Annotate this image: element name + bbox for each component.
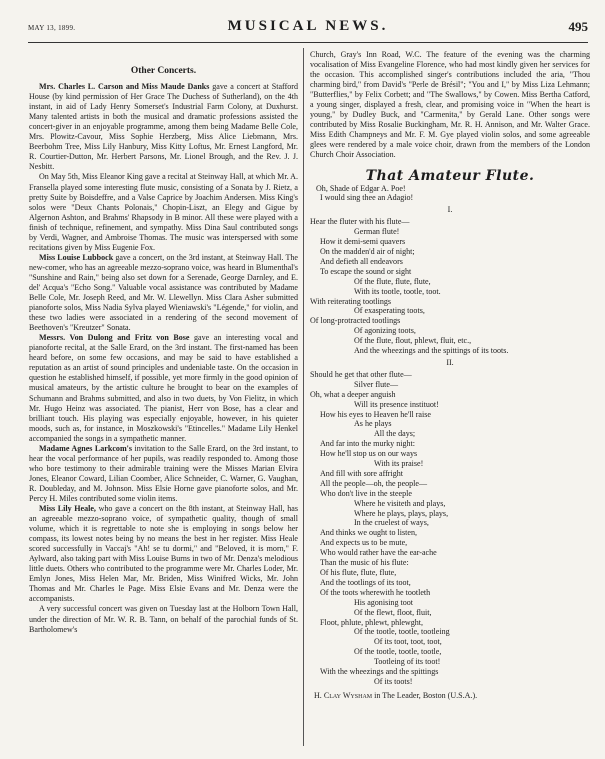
column-divider	[303, 48, 304, 746]
poem-line: To escape the sound or sight	[320, 266, 412, 276]
journal-title: MUSICAL NEWS.	[227, 18, 389, 34]
right-column	[310, 50, 590, 701]
concert-paragraph	[29, 504, 298, 604]
poem-line: With its praise!	[374, 459, 424, 469]
poem-line: And expects us to be mute,	[320, 538, 408, 548]
poem-line: And the wheezings and the spittings of its toots.	[354, 346, 509, 356]
poem	[310, 184, 590, 701]
signature-name: H. Clay Wysham	[314, 690, 373, 700]
poem-line: And defieth all endeavors	[320, 256, 403, 266]
section-title: Other Concerts.	[130, 66, 197, 76]
poem-line: Of the flute, flout, phlewt, fluit, etc.,	[354, 336, 472, 346]
poem-line: Silver flute—	[354, 379, 399, 389]
poem-line: Of exasperating toots,	[354, 306, 425, 316]
paragraph-text: invitation to the Salle Erard, on the 3rd instant, to hear the vocal performance of her pupils, was readily responded to. Among those who bore testimony to their admirable training were the Misses Marian Elvira Jones, Eleanor Coward, Lilian Coomber, Alice Schneider, C. Warner, G. Vaughan, R. Doubleday, and M. Johnson. Miss Elsie Horne gave pianoforte solos, and Mr. Percy H. Miles contributed some violin items.	[29, 443, 298, 503]
poem-line: All the days;	[374, 429, 416, 439]
poem-line: And fill with sore affright	[320, 468, 403, 478]
paragraph-lead: Messrs. Von Dulong and Fritz von Bose	[39, 333, 190, 343]
poem-line: Of the tootle, tootle, tootle,	[354, 647, 442, 657]
poem-line: As he plays	[354, 419, 392, 429]
poem-title: That Amateur Flute.	[365, 167, 535, 184]
dedication-line: Oh, Shade of Edgar A. Poe!	[316, 183, 406, 193]
poem-line: Than the music of his flute:	[320, 558, 409, 568]
concert-paragraph	[29, 172, 298, 252]
paragraph-lead: Mrs. Charles L. Carson and Miss Maude Danks	[39, 82, 210, 92]
stanza-numeral: I.	[447, 205, 453, 215]
poem-line: And far into the murky night:	[320, 439, 415, 449]
poem-line: Of the tootle, tootle, tootleing	[354, 627, 450, 637]
poem-line: Floot, phlute, phlewt, phlewght,	[320, 617, 424, 627]
issue-date: MAY 13, 1899.	[28, 24, 76, 32]
poem-line: And thinks we ought to listen,	[320, 528, 418, 538]
concert-paragraph	[29, 444, 298, 504]
poem-line: Of his flute, flute, flute,	[320, 568, 397, 577]
paragraph-lead: Madame Agnes Larkcom's	[39, 443, 133, 453]
concert-paragraph	[29, 253, 298, 333]
page-header	[28, 18, 588, 38]
poem-line: And the tootlings of its toot,	[320, 577, 411, 587]
poem-line: Of the flewt, floot, fluit,	[354, 607, 432, 617]
poem-line: All the people—oh, the people—	[320, 478, 428, 488]
poem-line: On the madden'd air of night;	[320, 247, 415, 256]
concert-paragraph	[29, 333, 298, 444]
poem-line: Of the toots wherewith he tootleth	[320, 587, 431, 597]
concert-paragraph	[29, 82, 298, 172]
poem-line: How his eyes to Heaven he'll raise	[320, 409, 431, 419]
paragraph-lead: Miss Louise Lubbock	[39, 252, 114, 262]
paragraph-text: A very successful concert was given on Tuesday last at the Holborn Town Hall, under the direction of Mr. W. R. B. Tann, on behalf of the parochial funds of St. Bartholomew's	[29, 604, 298, 634]
poem-line: Of agonizing toots,	[354, 326, 416, 336]
poem-line: In the cruelest of ways,	[354, 518, 429, 528]
header-rule	[28, 42, 588, 43]
poem-line: Who don't live in the steeple	[320, 488, 412, 498]
poem-line: Tootleing of its toot!	[374, 657, 441, 667]
poem-line: Where he plays, plays, plays,	[354, 508, 449, 518]
poem-line: With the wheezings and the spittings	[320, 667, 439, 677]
poem-line: Of its toot, toot, toot,	[374, 637, 442, 647]
poem-line: His agonising toot	[354, 597, 414, 607]
paragraph-text: On May 5th, Miss Eleanor King gave a recital at Steinway Hall, at which Mr. A. Fransella played some interesting flute music, consisting of a Sonata by J. Rietz, a pretty Suite by Boisdeffre, and a Valse Caprice by Joachim Andersen. Miss King's solos were "Deux Chants Polonais," Chopin-Liszt, an Elegy and Gigue by Algernon Ashton, and Brahms' Rhapsody in B minor. All these were played with a finish of technique, refinement, and sympathy. Miss Dina Saul contributed songs by Verdi, Wagner, and Ambroise Thomas. The music was interspersed with some recitations given by Miss Eugenie Fox.	[29, 172, 298, 252]
poem-line: Hear the fluter with his flute—	[310, 217, 410, 227]
stanza-one	[310, 217, 590, 356]
poem-line: Who would rather have the ear-ache	[320, 548, 437, 558]
concert-paragraph	[29, 604, 298, 634]
paragraph-lead: Miss Lily Heale,	[39, 504, 96, 514]
poem-line: Of its toots!	[374, 676, 413, 686]
poem-line: With its tootle, tootle, toot.	[354, 286, 441, 296]
stanza-two	[310, 370, 590, 687]
poem-line: Oh, what a deeper anguish	[310, 389, 396, 399]
left-column	[29, 50, 298, 635]
poem-line: German flute!	[354, 227, 400, 237]
poem-line: How he'll stop us on our ways	[320, 449, 418, 459]
poem-signature	[310, 691, 590, 701]
poem-line: Where he visiteth and plays,	[354, 498, 446, 508]
poem-line: With reiterating tootlings	[310, 296, 392, 306]
page-number: 495	[568, 19, 588, 34]
stanza-numeral: II.	[446, 357, 454, 367]
paragraph-text: gave a concert at Stafford House (by kind permission of Her Grace The Duchess of Sutherland), on the 4th instant, in aid of Lady Henry Somerset's Industrial Farm Colony, at Duxhurst. Many talented artists in both the musical and dramatic professions assisted the concert-giver in an enjoyable programme, among them being Madame Belle Cole, Mrs. Plowitz-Cavour, Miss Sophie Herzberg, Miss Alice Liebmann, Mrs. Beerbohm Tree, Miss Lily Hanbury, Miss Kitty Loftus, Mr. Ernest Langford, Mr. R. Courtier-Dutton, Mr. Herbert Parsons, Mr. Lionel Brough, and the Rev. J. J. Nesbitt.	[29, 82, 298, 172]
poem-dedication	[310, 184, 590, 204]
poem-line: Should he get that other flute—	[310, 369, 412, 379]
paragraph-text: gave an interesting vocal and pianoforte recital, at the Salle Erard, on the 3rd instant. The first-named has been heard before, on some few occasions, and may be said to have established a reputation as an artist of sound principles and undeniable taste. On the occasion in question he established himself, if possible, yet more firmly in the good opinion of musical amateurs, by the artistic culture he brought to bear on the examples of Schumann and Brahms submitted, and also in two duets, by Von Fielitz, in which Mr. Hugo Heinz was associated. The pianist, Herr von Bose, has a clear and brilliant touch. His playing was especially enjoyable, however, in his quieter moods, such as, for instance, in Moszkowski's "Etincelles." Madame Lily Henkel accompanied the songs in a sympathetic manner.	[29, 333, 299, 443]
signature-source: in The Leader, Boston (U.S.A.).	[372, 690, 478, 700]
dedication-line: I would sing thee an Adagio!	[320, 193, 414, 203]
poem-line: Of long-protracted tootlings	[310, 316, 401, 326]
continued-paragraph: Church, Gray's Inn Road, W.C. The feature of the evening was the charming vocalisation of Miss Evangeline Florence, who had most kindly given her services for the occasion. This accomplished singer's contributions included the aria, "Thou charming bird," from David's "Perle de Brésil"; "You and I," by Miss Liza Lehmann; "Butterflies," by Felix Corbett; and "The Swallows," by Cowen. Miss Bertha Catford, a young singer, displayed a fresh, clear, and promising voice in "When the heart is young," by Dudley Buck, and "Carmenita," by Gerald Lane. Other songs were contributed by Miss Rosalie Buckingham, Mr. R. H. Annison, and Mr. Walter Grace. Miss Edith Champneys and Mr. F. M. Gye played violin solos, and some agreeable glees were rendered by a male voice choir, drawn from the members of the London Church Choir Association.	[310, 50, 590, 160]
poem-line: Will its presence instituot!	[354, 399, 439, 409]
poem-line: Of the flute, flute, flute,	[354, 276, 431, 286]
paragraph-text: gave a concert, on the 3rd instant, at Steinway Hall. The new-comer, who has an agreeable mezzo-soprano voice, was heard in Blumenthal's "Sunshine and Rain," being also set down for a Serenade, George Darnley, and E. del' Acqua's "Echo Song." Valuable vocal assistance was contributed by Madame Belle Cole, Mr. Joseph Reed, and Mr. W. Llewellyn. Miss Clara Asher submitted pianoforte solos, Miss Nadia Sylva played Wieniawski's "Légende," for violin, and these two ladies were associated in a rendering of the second movement of Beethoven's "Kreutzer" Sonata.	[29, 252, 298, 333]
paragraph-text: who gave a concert on the 8th instant, at Steinway Hall, has an agreeable mezzo-soprano voice, of sympathetic quality, though of small volume, which it is regrettable to note she is employing in songs below her compass, its lowest notes being by no means the best in her register. Miss Heale scored successfully in Vaccaj's "Ah! se tu dormi," and "Beloved, it is morn," F. Aylward, also taking part with Miss Louise Burns in two of Mr. Denza's melodious little duets. Others who contributed to the programme were Mr. Charles Loder, Mr. Emlyn Jones, Miss Helen Mar, Mr. Briden, Miss Winifred Wicks, Mr. John Thomas and Mr. Charles le Page. Miss Elsie Evans and Mr. Denza were the accompanists.	[29, 504, 298, 604]
poem-line: How it demi-semi quavers	[320, 237, 406, 247]
